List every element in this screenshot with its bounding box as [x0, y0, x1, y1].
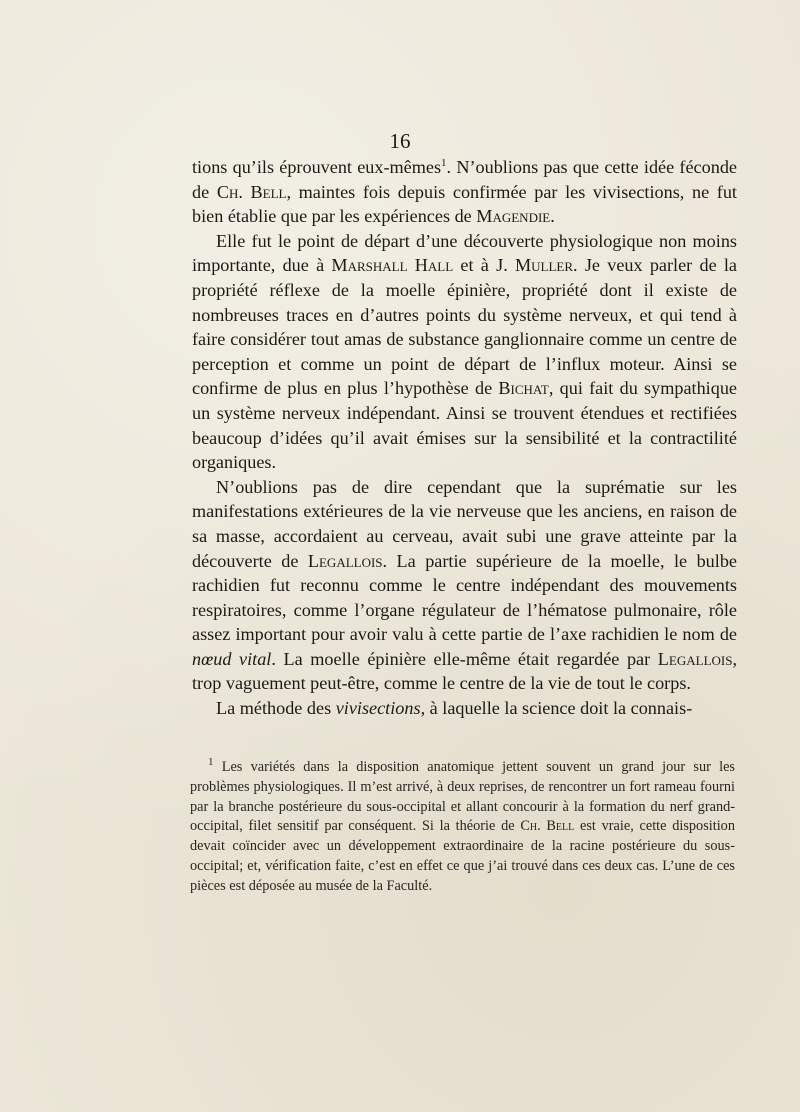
page-number: 16: [389, 129, 411, 153]
text-run: . N’oublions pas que cette idée féconde de: [192, 157, 737, 202]
footnote-mark: 1: [208, 756, 214, 769]
text-run: , à laquelle la science doit la connais-: [420, 698, 693, 719]
author-name: Ch. Bell: [216, 181, 287, 202]
text-run: et à J.: [453, 255, 515, 276]
text-run: . Je veux parler de la propriété réflexe de la moelle épinière, propriété dont il existe de nombreuses traces en d’autres points du système nerveux, et qui tend à faire considérer tout amas de substance ganglionnaire comme un centre de perception et comme un point de départ de l’influx moteur. Ainsi se confirme de plus en plus l’hypothèse de: [192, 255, 738, 399]
italic-term: vivisections: [335, 698, 421, 719]
footnote: [190, 758, 735, 897]
text-run: est vraie, cette disposition devait coïncider avec un développement extraordinaire de la racine postérieure du sous-occipital; et, vérification faite, c’est en effet ce que j’ai trouvé dans ces deux cas. L’une de ces pièces est déposée au musée de la Faculté.: [190, 818, 735, 894]
text-run: , trop vaguement peut-être, comme le centre de la vie de tout le corps.: [192, 648, 737, 694]
paragraph-2: [192, 229, 737, 475]
text-run: , maintes fois depuis confirmée par les vivisections, ne fut bien établie que par les expériences de: [192, 181, 737, 227]
footnote-reference: 1: [441, 156, 447, 169]
text-run: Elle fut le point de départ d’une découverte physiologique non moins importante, due à: [192, 230, 737, 276]
paragraph-1: [192, 155, 737, 229]
paragraph-3: [192, 475, 737, 696]
author-name: Muller: [514, 255, 574, 276]
footnote-paragraph: [190, 758, 735, 897]
author-name: Marshall Hall: [331, 255, 454, 276]
text-run: .: [550, 206, 555, 227]
author-name: Ch. Bell: [520, 818, 575, 835]
italic-term: nœud vital: [192, 648, 272, 669]
author-name: Bichat: [498, 378, 549, 399]
text-run: N’oublions pas de dire cependant que la suprématie sur les manifestations extérieures de la vie nerveuse que les anciens, en raison de sa masse, accordaient au cerveau, avait subi une grave atteinte par la découverte de: [192, 476, 737, 571]
main-text: [192, 155, 737, 721]
text-run: tions qu’ils éprouvent eux-mêmes: [192, 157, 442, 177]
author-name: Legallois: [307, 550, 383, 571]
author-name: Magendie: [476, 206, 551, 227]
author-name: Legallois: [657, 648, 733, 669]
text-run: Les variétés dans la disposition anatomique jettent souvent un grand jour sur les problèmes physiologiques. Il m’est arrivé, à deux reprises, de rencontrer un fort rameau fourni par la branche postérieure du sous-occipital et allant concourir à la formation du nerf grand-occipital, filet sensitif par conséquent. Si la théorie de: [190, 759, 735, 835]
text-run: . La moelle épinière elle-même était regardée par: [271, 648, 658, 669]
text-run: , qui fait du sympathique un système nerveux indépendant. Ainsi se trouvent étendues et rectifiées beaucoup d’idées qu’il avait émises sur la sensibilité et la contractilité organiques.: [192, 378, 737, 473]
paragraph-4: [192, 696, 737, 721]
text-run: La méthode des: [216, 698, 336, 719]
text-run: . La partie supérieure de la moelle, le bulbe rachidien fut reconnu comme le centre indépendant des mouvements respiratoires, comme l’organe régulateur de l’hématose pulmonaire, rôle assez important pour avoir valu à cette partie de l’axe rachidien le nom de: [192, 550, 737, 645]
